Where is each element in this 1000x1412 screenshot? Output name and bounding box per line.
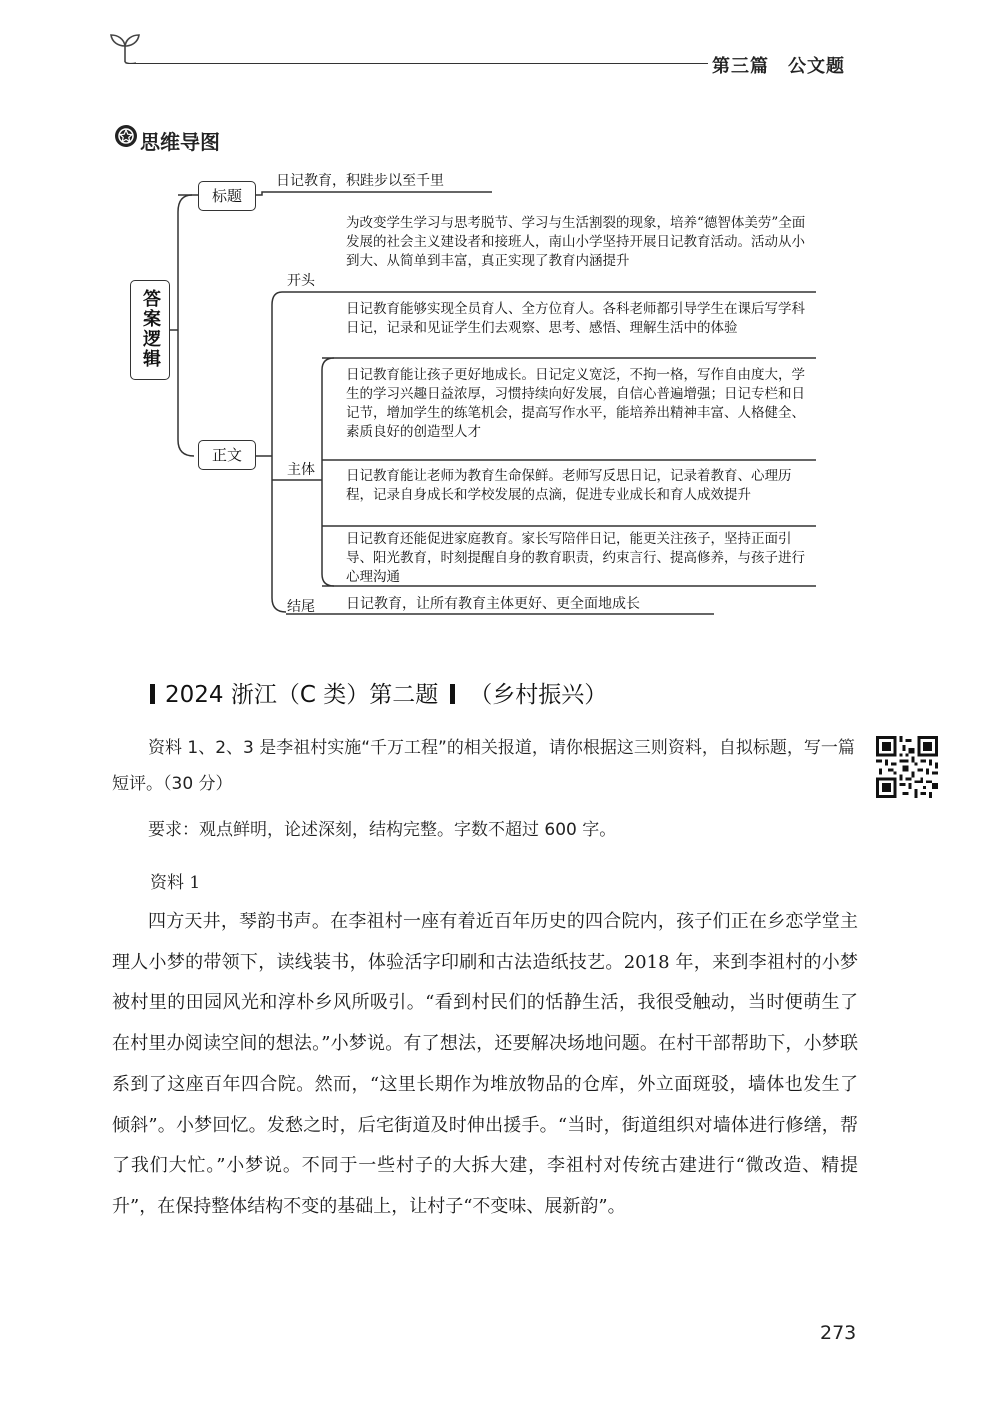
qr-code-icon[interactable] xyxy=(876,736,938,798)
question-heading xyxy=(150,676,607,709)
heading-bar-right xyxy=(450,684,455,704)
mindmap-root-node xyxy=(130,280,170,380)
heading-bar-left xyxy=(150,684,155,704)
ending-label: 结尾 xyxy=(287,599,315,615)
mindmap-title: 思维导图 xyxy=(140,130,220,154)
question-tag: （乡村振兴） xyxy=(469,682,608,708)
running-header: 第三篇 公文题 xyxy=(712,56,845,77)
main-point-4: 日记教育还能促进家庭教育。家长写陪伴日记，能更关注孩子，坚持正面引导、阳光教育，时刻提醒自身的教育职责，约束言行、提高修养，与孩子进行心理沟通 xyxy=(346,531,805,585)
page-number: 273 xyxy=(820,1322,857,1344)
question-title: 2024 浙江（C 类）第二题 xyxy=(165,682,439,708)
opening-label: 开头 xyxy=(287,273,315,289)
material-text: 四方天井，琴韵书声。在李祖村一座有着近百年历史的四合院内，孩子们正在乡恋学堂主理人小梦的带领下，读线装书，体验活字印刷和古法造纸技艺。2018 年，来到李祖村的小梦被村里的田园风光和淳朴乡风所吸引。“看到村民们的恬静生活，我很受触动，当时便萌生了在村里办阅读空间的想法。”小梦说。有了想法，还要解决场地问题。在村干部帮助下，小梦联系到了这座百年四合院。然而，“这里长期作为堆放物品的仓库，外立面斑驳，墙体也发生了倾斜”。小梦回忆。发愁之时，后宅街道及时伸出援手。“当时，街道组织对墙体进行修缮，帮了我们大忙。”小梦说。不同于一些村子的大拆大建，李祖村对传统古建进行“微改造、精提升”，在保持整体结构不变的基础上，让村子“不变味、展新韵”。 xyxy=(112,911,858,1217)
opening-text: 为改变学生学习与思考脱节、学习与生活割裂的现象，培养“德智体美劳”全面发展的社会主义建设者和接班人，南山小学坚持开展日记教育活动。活动从小到大、从简单到丰富，真正实现了教育内涵提升 xyxy=(346,215,806,269)
title-node xyxy=(198,181,256,211)
ending-text: 日记教育，让所有教育主体更好、更全面地成长 xyxy=(346,596,640,612)
question-requirement: 要求：观点鲜明，论述深刻，结构完整。字数不超过 600 字。 xyxy=(148,820,617,840)
mindmap-root-label: 答案逻辑 xyxy=(140,289,161,369)
main-point-3: 日记教育能让老师为教育生命保鲜。老师写反思日记，记录着教育、心理历程，记录自身成长和学校发展的点滴，促进专业成长和育人成效提升 xyxy=(346,468,792,503)
main-point-1: 日记教育能够实现全员育人、全方位育人。各科老师都引导学生在课后写学科日记，记录和见证学生们去观察、思考、感悟、理解生活中的体验 xyxy=(346,301,805,336)
title-node-text: 日记教育，积跬步以至千里 xyxy=(276,173,444,189)
title-node-label: 标题 xyxy=(211,187,242,205)
body-node-label: 正文 xyxy=(211,446,242,464)
main-label: 主体 xyxy=(287,462,315,478)
question-prompt: 资料 1、2、3 是李祖村实施“千万工程”的相关报道，请你根据这三则资料，自拟标题，写一篇短评。（30 分） xyxy=(112,738,855,794)
body-node xyxy=(198,440,256,470)
material-label: 资料 1 xyxy=(150,873,201,893)
main-point-2: 日记教育能让孩子更好地成长。日记定义宽泛，不拘一格，写作自由度大，学生的学习兴趣日益浓厚，习惯持续向好发展，自信心普遍增强；日记专栏和日记节，增加学生的练笔机会，提高写作水平，能培养出精神丰富、人格健全、素质良好的创造型人才 xyxy=(346,367,805,440)
